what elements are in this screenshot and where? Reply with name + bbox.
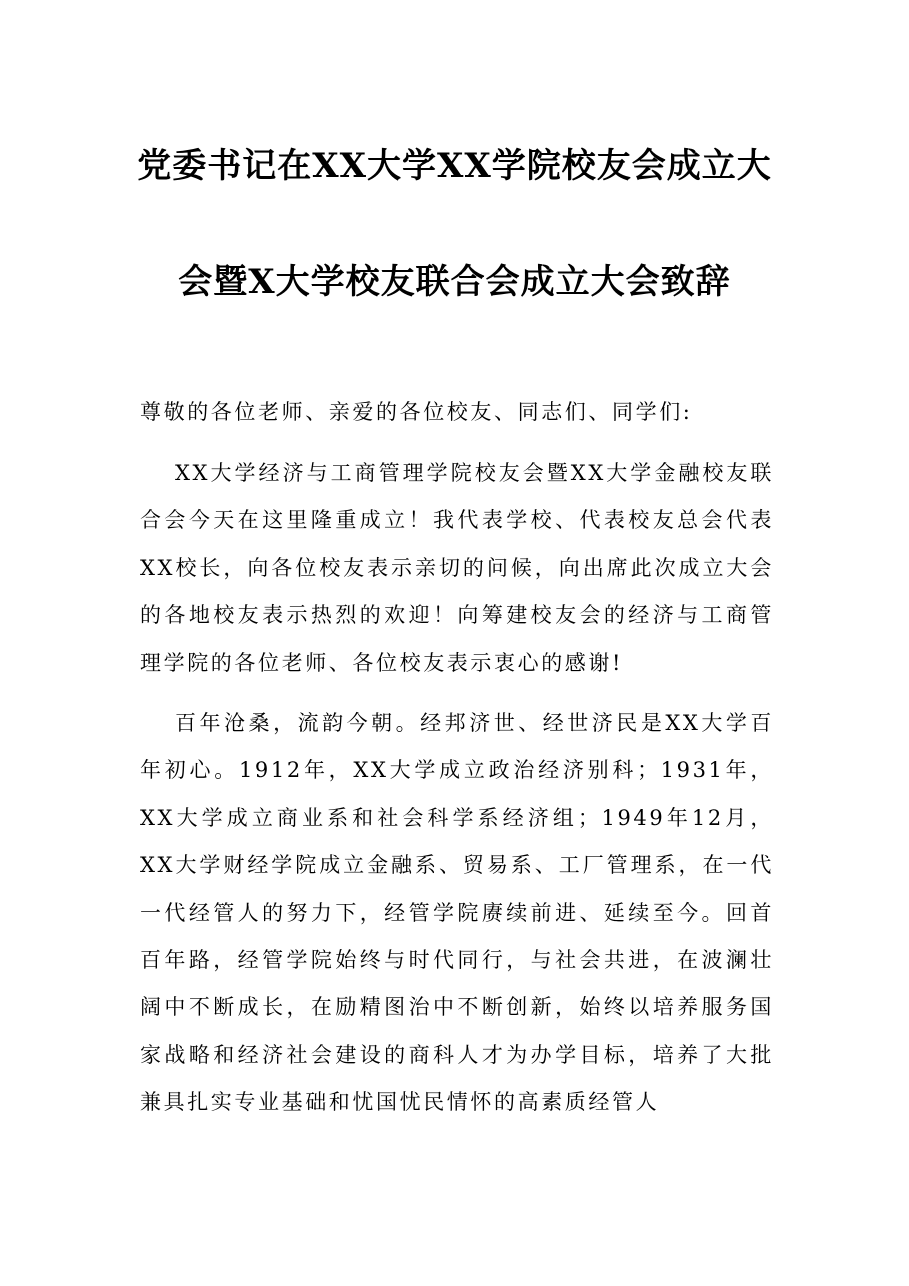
document-title-line-2: 会暨X大学校友联合会成立大会致辞: [178, 262, 731, 302]
document-title-line-1: 党委书记在XX大学XX学院校友会成立大: [137, 146, 772, 186]
salutation: 尊敬的各位老师、亲爱的各位校友、同志们、同学们:: [140, 400, 693, 424]
paragraph-2: 百年沧桑，流韵今朝。经邦济世、经世济民是XX大学百年初心。1912年，XX大学成立政治经济别科；1931年，XX大学成立商业系和社会科学系经济组；1949年12月，XX大学财经学院成立金融系、贸易系、工厂管理系，在一代一代经管人的努力下，经管学院赓续前进、延续至今。回首百年路，经管学院始终与时代同行，与社会共进，在波澜壮阔中不断成长，在励精图治中不断创新，始终以培养服务国家战略和经济社会建设的商科人才为办学目标，培养了大批兼具扎实专业基础和忧国忧民情怀的高素质经管人: [140, 711, 774, 1115]
paragraph-1: XX大学经济与工商管理学院校友会暨XX大学金融校友联合会今天在这里隆重成立！我代表学校、代表校友总会代表XX校长，向各位校友表示亲切的问候，向出席此次成立大会的各地校友表示热烈的欢迎！向筹建校友会的经济与工商管理学院的各位老师、各位校友表示衷心的感谢!: [140, 461, 774, 675]
